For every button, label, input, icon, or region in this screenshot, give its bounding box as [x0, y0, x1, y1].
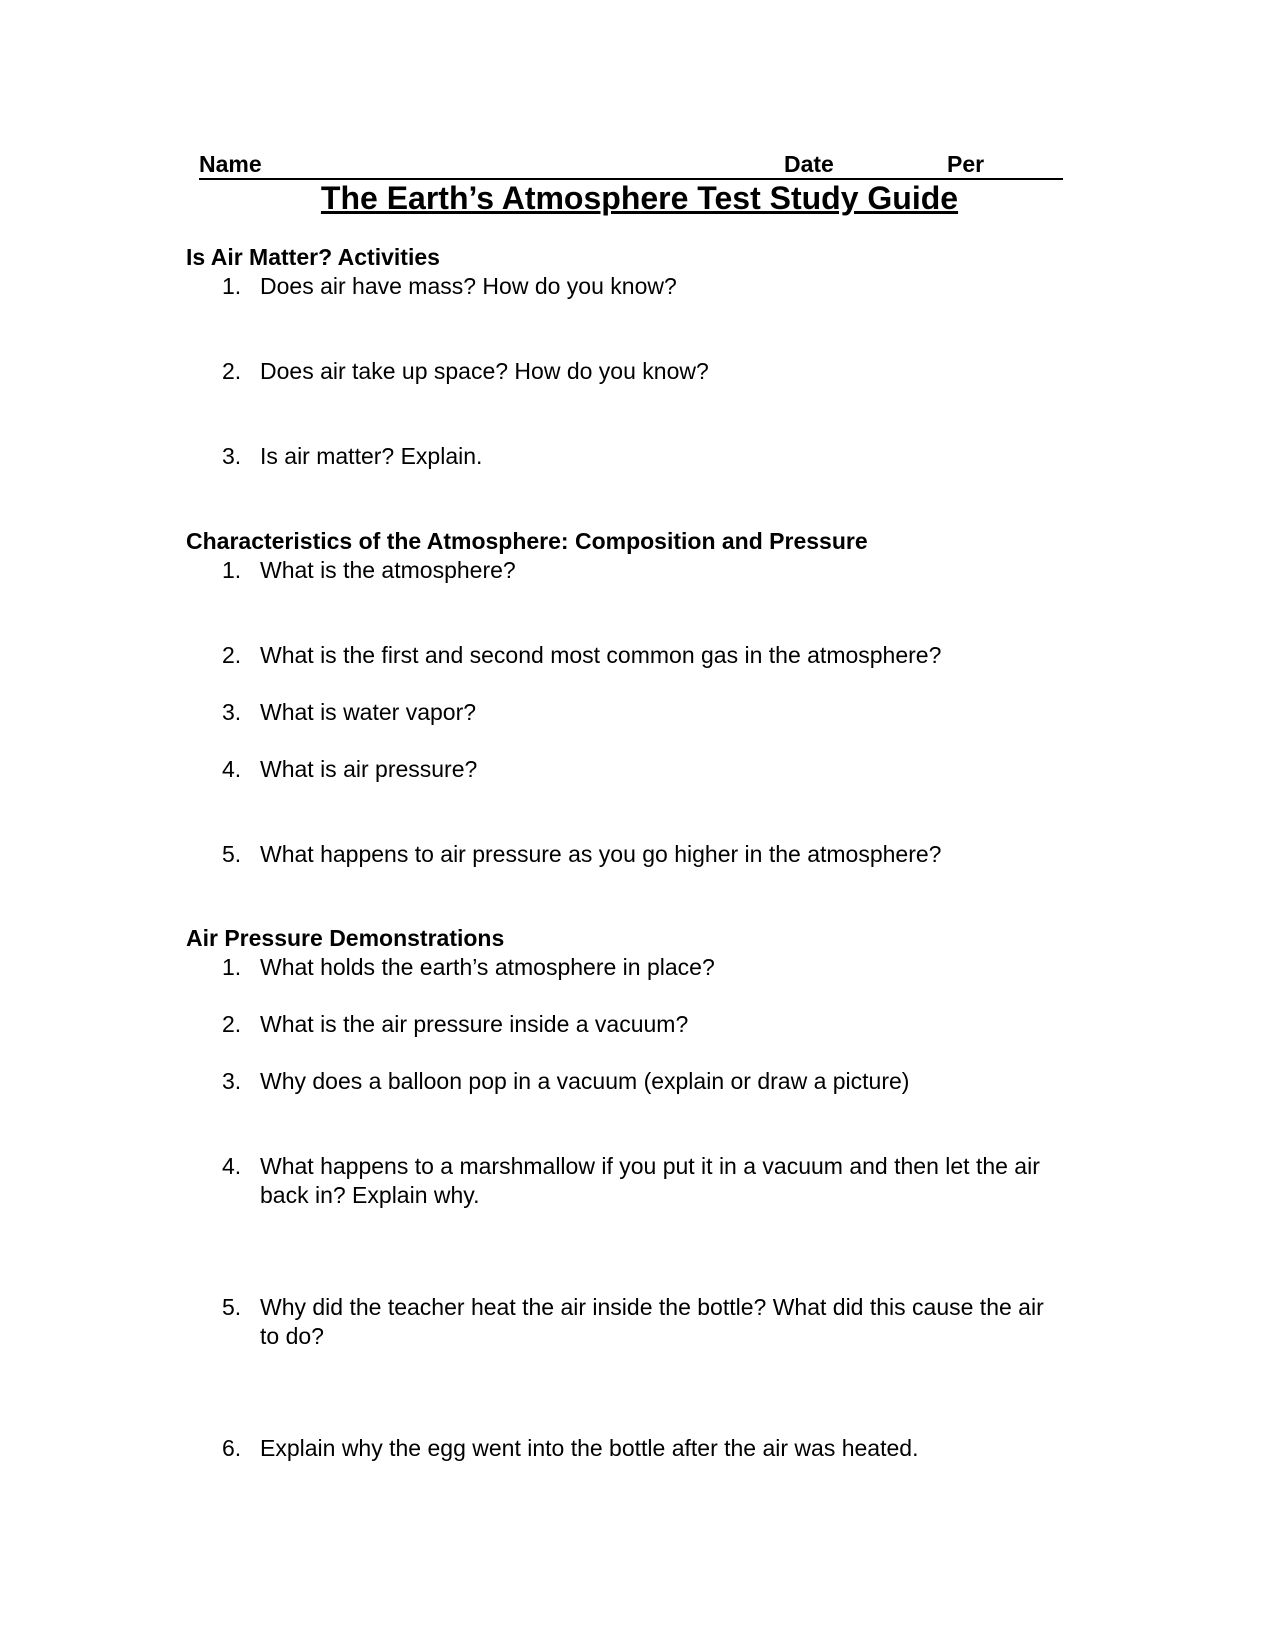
page-title: The Earth’s Atmosphere Test Study Guide	[320, 180, 959, 216]
student-info-line	[199, 150, 1063, 180]
question-item	[222, 556, 1072, 585]
section-heading-characteristics: Characteristics of the Atmosphere: Composition and Pressure	[186, 528, 868, 554]
question-text: Does air take up space? How do you know?	[260, 358, 709, 384]
question-item	[222, 272, 1072, 301]
question-item	[222, 755, 1072, 784]
question-text: What is the atmosphere?	[260, 557, 516, 583]
question-item	[222, 1152, 1072, 1210]
question-text: What happens to air pressure as you go higher in the atmosphere?	[260, 841, 942, 867]
question-number: 1.	[222, 273, 242, 299]
question-item	[222, 840, 1072, 869]
question-text: Is air matter? Explain.	[260, 443, 483, 469]
question-item	[222, 1434, 1072, 1463]
question-item	[222, 357, 1072, 386]
question-number: 3.	[222, 443, 242, 469]
section-heading-is-air-matter: Is Air Matter? Activities	[186, 244, 440, 270]
question-item	[222, 1010, 1072, 1039]
question-number: 5.	[222, 841, 242, 867]
question-item	[222, 1293, 1072, 1351]
question-number: 4.	[222, 756, 242, 782]
question-text: What is the air pressure inside a vacuum?	[260, 1011, 689, 1037]
question-text: What is air pressure?	[260, 756, 478, 782]
name-label: Name	[199, 151, 262, 177]
question-text: What is the first and second most common gas in the atmosphere?	[260, 642, 942, 668]
question-item	[222, 1067, 1072, 1096]
question-number: 1.	[222, 557, 242, 583]
date-label: Date	[784, 151, 834, 177]
question-number: 6.	[222, 1435, 242, 1461]
section-heading-air-pressure-demonstrations: Air Pressure Demonstrations	[186, 925, 505, 951]
question-text: Does air have mass? How do you know?	[260, 273, 677, 299]
question-number: 5.	[222, 1294, 242, 1320]
question-text: What holds the earth’s atmosphere in place?	[260, 954, 715, 980]
question-item	[222, 698, 1072, 727]
question-number: 2.	[222, 642, 242, 668]
question-text: Explain why the egg went into the bottle after the air was heated.	[260, 1435, 919, 1461]
question-text: What is water vapor?	[260, 699, 477, 725]
question-item	[222, 442, 1072, 471]
question-item	[222, 953, 1072, 982]
period-label: Per	[947, 151, 985, 177]
question-number: 1.	[222, 954, 242, 980]
question-item	[222, 641, 1072, 670]
question-text: Why does a balloon pop in a vacuum (explain or draw a picture)	[260, 1068, 910, 1094]
question-number: 2.	[222, 358, 242, 384]
question-number: 2.	[222, 1011, 242, 1037]
question-number: 4.	[222, 1153, 242, 1179]
question-number: 3.	[222, 699, 242, 725]
question-text: What happens to a marshmallow if you put it in a vacuum and then let the air back in? Explain why.	[260, 1153, 1040, 1208]
question-text: Why did the teacher heat the air inside the bottle? What did this cause the air to do?	[260, 1294, 1044, 1349]
question-number: 3.	[222, 1068, 242, 1094]
